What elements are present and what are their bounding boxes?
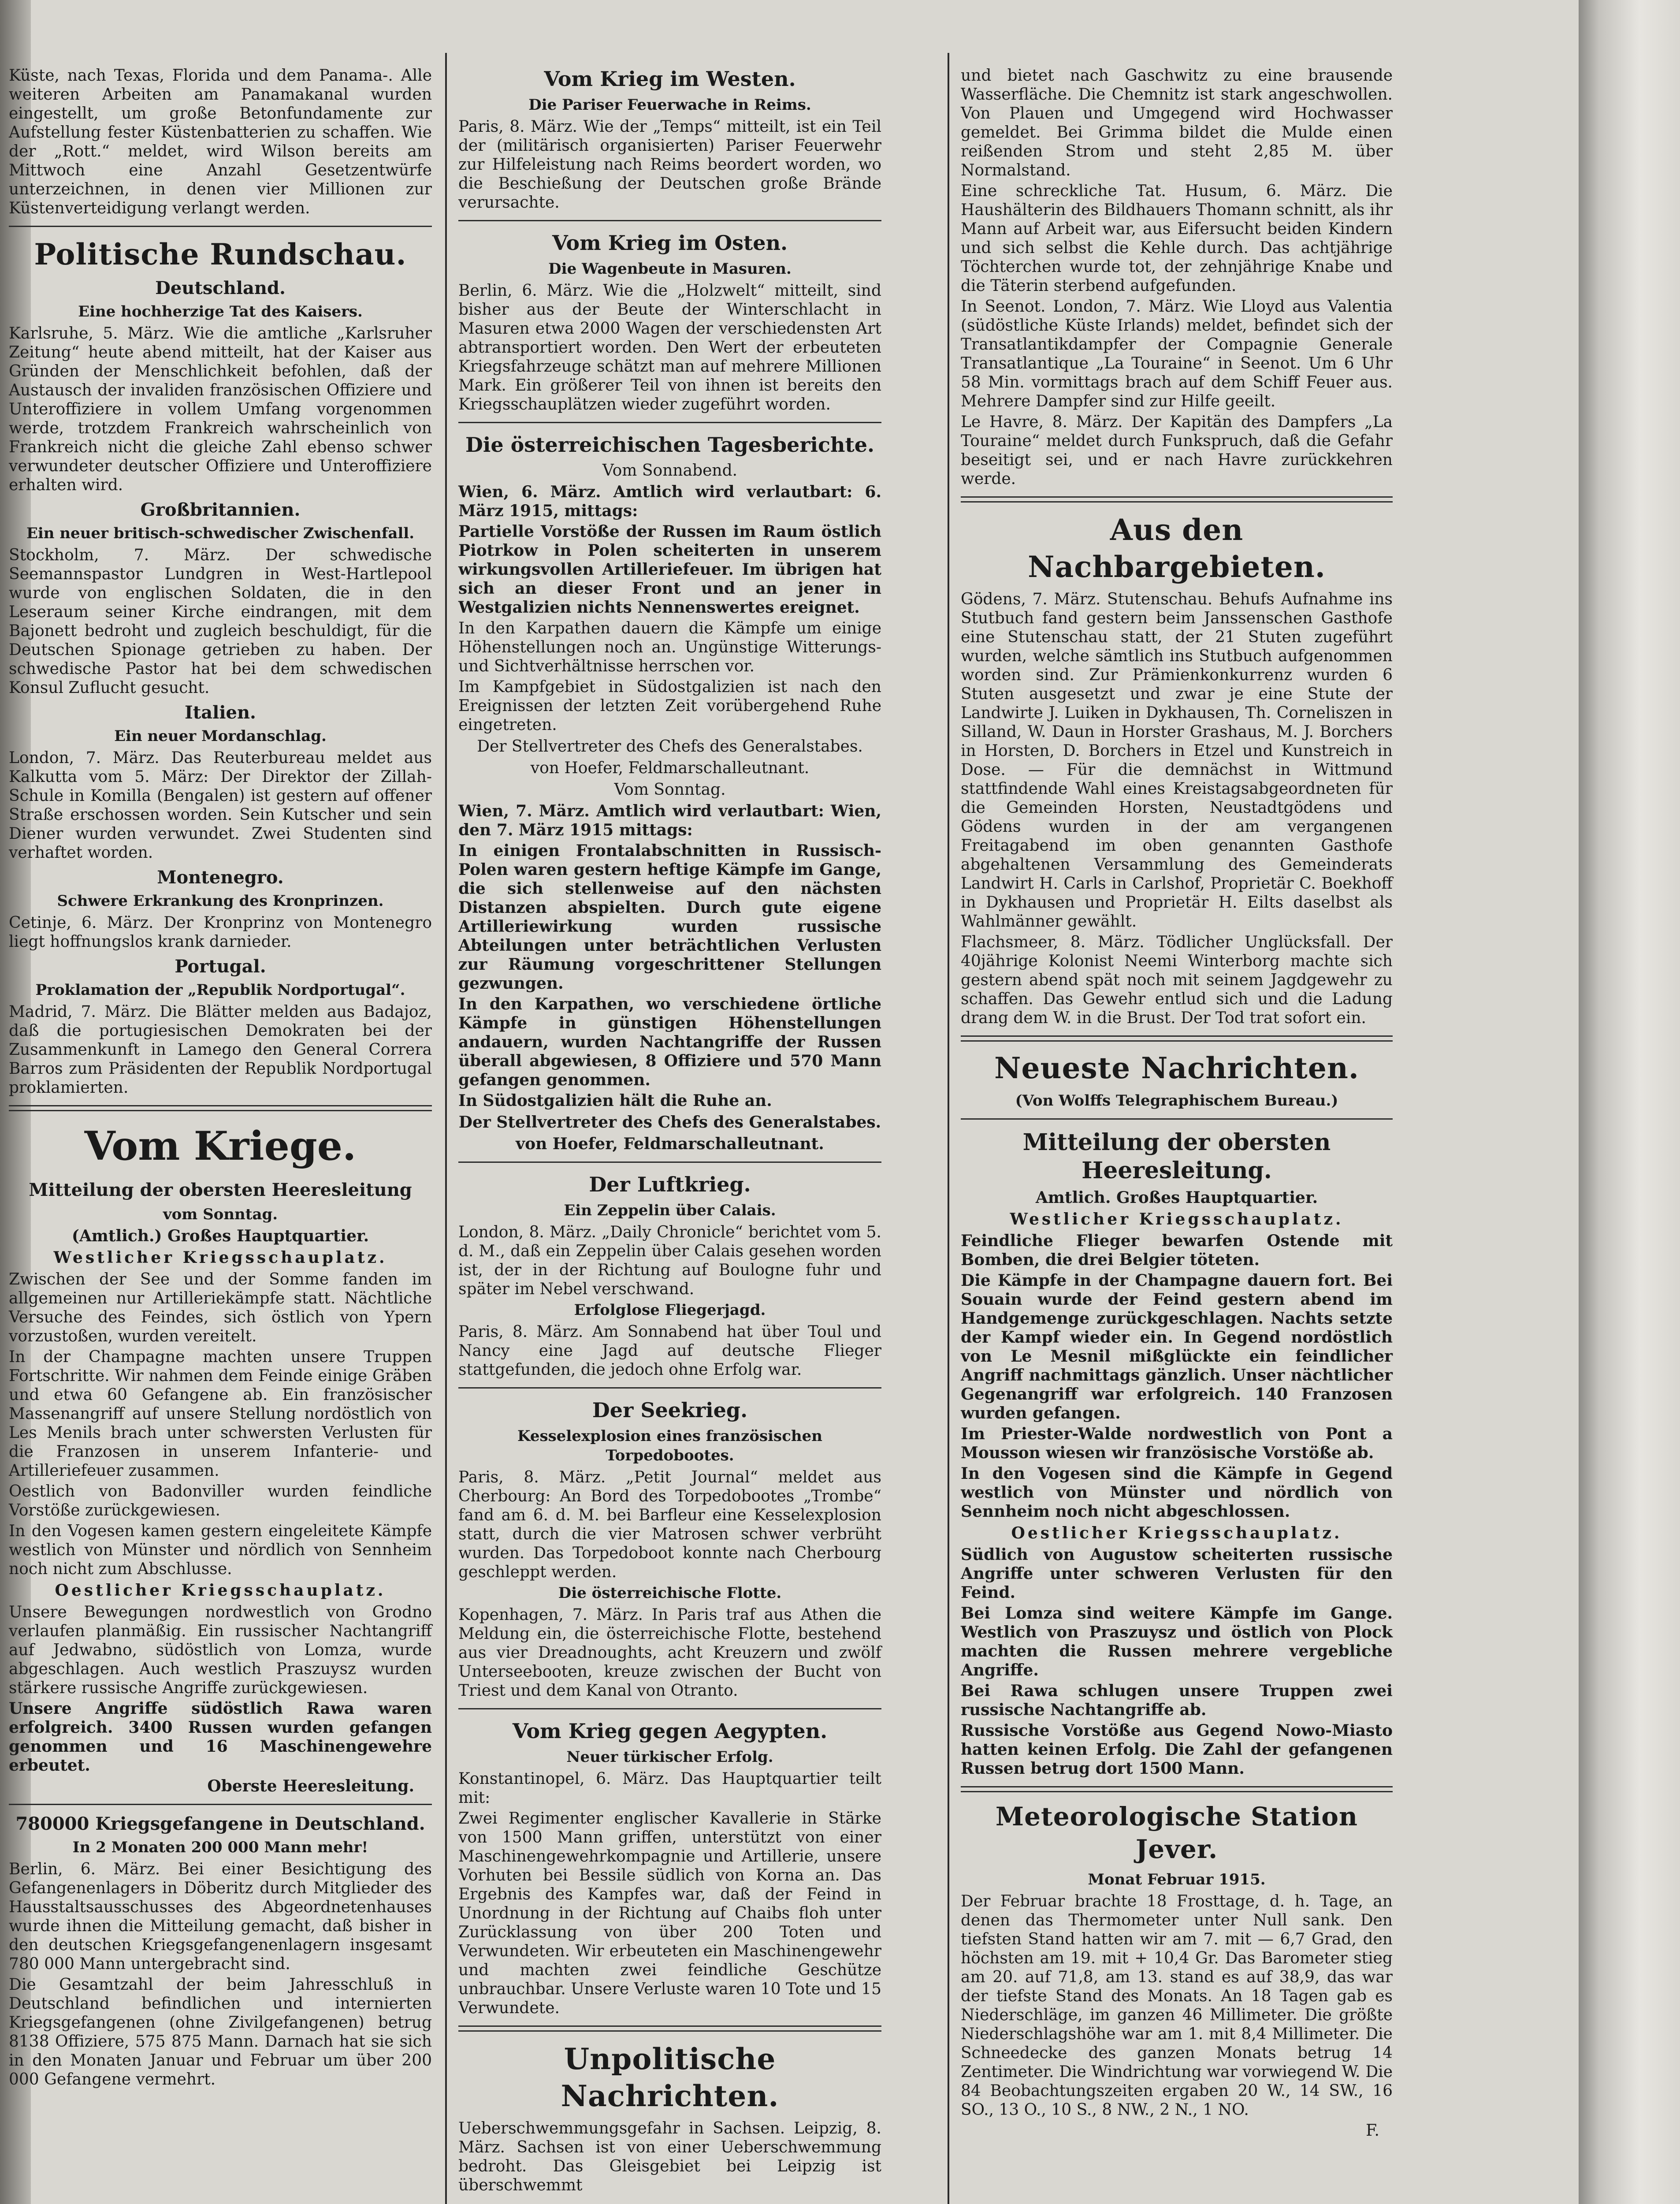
divider (961, 1118, 1393, 1120)
mitteilung-headline: Mitteilung der obersten Heeresleitung (29, 1180, 412, 1200)
meteo-sub: Monat Februar 1915. (1088, 1871, 1266, 1888)
hauptquartier-line: Amtlich. Großes Hauptquartier. (1035, 1188, 1318, 1207)
nachbargebiete-title: Aus den Nachbargebieten. (1028, 513, 1326, 584)
divider (458, 2025, 881, 2032)
section-portugal: Portugal. (175, 956, 266, 977)
mitteilung-sub: vom Sonntag. (163, 1206, 278, 1223)
divider (9, 1804, 432, 1805)
flieger-headline: Erfolglose Fliegerjagd. (574, 1301, 766, 1319)
flachsmeer-text: Flachsmeer, 8. März. Tödlicher Unglücksfall. Der 40jährige Kolonist Neemi Winterborg machte sich gestern abend spät noch mit seinem Jagdgewehr zu schaffen. Das Gewehr entlud sich und die Ladung drang dem W. in die Brust. Der Tod trat sofort ein. (961, 933, 1393, 1027)
gb-text: Stockholm, 7. März. Der schwedische Seemannspastor Lundgren in West-Hartlepool wurde von englischen Soldaten, die in den Leseraum seiner Kirche eindrangen, mit dem Bajonett bedroht und zugleich beschuldigt, für die Deutschen Spionage getrieben zu haben. Der schwedische Pastor hat bei dem schwedischen Konsul Zuflucht gesucht. (9, 546, 432, 697)
divider (961, 1786, 1393, 1792)
italien-headline: Ein neuer Mordanschlag. (114, 727, 327, 745)
west-heading: Westlicher Kriegsschauplatz. (53, 1248, 387, 1267)
west-heading: Westlicher Kriegsschauplatz. (1010, 1210, 1344, 1229)
divider (458, 1387, 881, 1389)
seenot-text: In Seenot. London, 7. März. Wie Lloyd aus Valentia (südöstliche Küste Irlands) meldet, befindet sich der Transatlantikdampfer der Compagnie Generale Transatlantique „La Touraine“ in Seenot. Um 6 Uhr 58 Min. vormittags brach auf dem Schiff Feuer aus. Mehrere Dampfer sind zur Hilfe geeilt. (961, 298, 1393, 410)
goedens-text: Gödens, 7. März. Stutenschau. Behufs Aufnahme ins Stutbuch fand gestern beim Janssenschen Gasthofe eine Stutenschau statt, der 21 Stuten zugeführt wurden, welche sämtlich ins Stutbuch aufgenommen worden sind. Zur Prämienkonkurrenz wurden 6 Stuten ausgesetzt und zwar je eine Stute der Landwirte J. Luiken in Dykhausen, Th. Corneliszen in Silland, W. Daun in Horster Grashaus, M. J. Borchers in Horsten, D. Borchers in Etzel und Kunstreich in Dose. — Für die demnächst in Wittmund stattfindende Wahl eines Kreistagsabgeordneten für die Gemeinden Horsten, Neustadtgödens und Gödens wurden in der am vergangenen Freitagabend im oben genannten Gasthofe abgehaltenen Versammlung des Gemeinderats Landwirt H. Carls in Carlshof, Proprietär C. Boekhoff in Dykhausen und Proprietär H. Eilts daselbst als Wahlmänner gewählt. (961, 590, 1393, 931)
divider (458, 1708, 881, 1709)
portugal-headline: Proklamation der „Republik Nordportugal“. (35, 981, 405, 999)
sonntag-text-2: In einigen Frontalabschnitten in Russisch-Polen waren gestern heftige Kämpfe im Gange, die sich stellenweise auf den nächsten Distanzen abspielten. Durch gute eigene Artilleriewirkung wurden russische Abteilungen unter beträchtlichen Verlusten zur Räumung vorgeschrittener Stellungen gezwungen. (458, 841, 881, 993)
masuren-text: Berlin, 6. März. Wie die „Holzwelt“ mitteilt, sind bisher aus der Beute der Winterschlacht in Masuren etwa 2000 Wagen der verschiedensten Art abtransportiert worden. Den Wert der erbeuteten Kriegsfahrzeuge schätzt man auf mehrere Millionen Mark. Ein größerer Teil von ihnen ist bereits den Kriegsschauplätzen wieder zugeführt worden. (458, 282, 881, 413)
divider (9, 1105, 432, 1111)
schreckliche-tat-text: Eine schreckliche Tat. Husum, 6. März. Die Haushälterin des Bildhauers Thomann schnitt, als ihr Mann auf Arbeit war, aus Eifersucht beiden Kindern und sich selbst die Kehle durch. Das achtjährige Töchterchen wurde tot, der zehnjährige Knabe und die Täterin sterbend aufgefunden. (961, 182, 1393, 295)
ost-text-2: Unsere Angriffe südöstlich Rawa waren erfolgreich. 3400 Russen wurden gefangen genommen und 16 Maschinengewehre erbeutet. (9, 1699, 432, 1775)
section-gb: Großbritannien. (140, 499, 301, 520)
column-1 (9, 66, 432, 2091)
ost-text-3: Bei Rawa schlugen unsere Truppen zwei russische Nachtangriffe ab. (961, 1682, 1393, 1719)
west-text-1: Feindliche Flieger bewarfen Ostende mit Bomben, die drei Belgier töteten. (961, 1232, 1393, 1269)
gefangene-sub: In 2 Monaten 200 000 Mann mehr! (72, 1839, 368, 1856)
luftkrieg-title: Der Luftkrieg. (589, 1173, 751, 1196)
sonnabend-text-3: In den Karpathen dauern die Kämpfe um einige Höhenstellungen noch an. Ungünstige Witterungs- und Sichtverhältnisse herrschen vor. (458, 619, 881, 675)
zeppelin-headline: Ein Zeppelin über Calais. (564, 1202, 776, 1219)
mitteilung-title: Mitteilung der obersten Heeresleitung. (1022, 1129, 1331, 1184)
column-2 (458, 66, 881, 2197)
hauptquartier-line: (Amtlich.) Großes Hauptquartier. (71, 1227, 369, 1245)
divider (9, 226, 432, 227)
aegypten-title: Vom Krieg gegen Aegypten. (512, 1719, 828, 1743)
sonntag-label: Vom Sonntag. (614, 781, 726, 799)
section-italien: Italien. (185, 702, 256, 723)
west-text-3: Oestlich von Badonviller wurden feindliche Vorstöße zurückgewiesen. (9, 1482, 432, 1519)
sonntag-text-4: In Südostgalizien hält die Ruhe an. (458, 1091, 772, 1110)
column-3 (961, 66, 1393, 2140)
book-gutter (1579, 0, 1680, 2204)
tuerk-headline: Neuer türkischer Erfolg. (566, 1748, 773, 1766)
intro-paragraph: Küste, nach Texas, Florida und dem Panama-. Alle weiteren Arbeiten am Panamakanal wurden eingestellt, um große Betonfundamente zur Aufstellung fester Küstenbatterien zu schaffen. Wie der „Rott.“ meldet, wird Wilson bereits am Mittwoch eine Anzahl Gesetzentwürfe unterzeichnen, in denen vier Millionen zur Küstenverteidigung verlangt werden. (9, 67, 432, 217)
hoefer-1: von Hoefer, Feldmarschalleutnant. (530, 759, 810, 777)
section-montenegro: Montenegro. (157, 867, 284, 888)
divider (961, 496, 1393, 503)
west-text-1: Zwischen der See und der Somme fanden im allgemeinen nur Artilleriekämpfe statt. Nächtliche Versuche des Feindes, sich östlich von Ypern vorzustoßen, wurden vereitelt. (9, 1270, 432, 1345)
ost-text-4: Russische Vorstöße aus Gegend Nowo-Miasto hatten keinen Erfolg. Die Zahl der gefangenen Russen betrug dort 1500 Mann. (961, 1721, 1393, 1778)
sonnabend-text-1: Wien, 6. März. Amtlich wird verlautbart: 6. März 1915, mittags: (458, 483, 881, 520)
masuren-headline: Die Wagenbeute in Masuren. (548, 260, 792, 278)
column-divider-2 (948, 53, 949, 2204)
sonntag-text-1: Wien, 7. März. Amtlich wird verlautbart: Wien, den 7. März 1915 mittags: (458, 802, 881, 839)
meteo-signature: F. (1366, 2122, 1379, 2140)
vom-kriege-title: Vom Kriege. (84, 1123, 357, 1169)
divider (458, 422, 881, 423)
westen-title: Vom Krieg im Westen. (544, 67, 796, 91)
stellvertreter-1: Der Stellvertreter des Chefs des Generalstabes. (477, 737, 863, 756)
kaiser-text: Karlsruhe, 5. März. Wie die amtliche „Karlsruher Zeitung“ heute abend mitteilt, hat der Kaiser aus Gründen der Menschlichkeit befohlen, daß der Austausch der invaliden französischen Offiziere und Unteroffiziere in vollem Umfang vorgenommen werde, trotzdem Frankreich wahrscheinlich von Frankreich nicht die gleiche Zahl ebenso schwer verwundeter deutscher Offiziere und Unteroffiziere erhalten wird. (9, 324, 432, 494)
sonnabend-text-2: Partielle Vorstöße der Russen im Raum östlich Piotrkow in Polen scheiterten in unserem wirkungsvollen Artilleriefeuer. Im übrigen hat sich an dieser Front und an jener in Westgalizien nichts Nennenswertes ereignet. (458, 522, 881, 617)
kessel-text: Paris, 8. März. „Petit Journal“ meldet aus Cherbourg: An Bord des Torpedobootes „Trombe“ fand am 6. d. M. bei Barfleur eine Kesselexplosion statt, durch die vier Matrosen schwer verbrüht wurden. Das Torpedoboot konnte nach Cherbourg geschleppt werden. (458, 1468, 881, 1581)
gefangene-headline: 780000 Kriegsgefangene in Deutschland. (15, 1813, 425, 1834)
divider (961, 1035, 1393, 1042)
zeppelin-text: London, 8. März. „Daily Chronicle“ berichtet vom 5. d. M., daß ein Zeppelin über Calais gesehen worden ist, der in der Richtung auf Boulogne fuhr und später im Nebel verschwand. (458, 1223, 881, 1298)
gb-headline: Ein neuer britisch-schwedischer Zwischenfall. (26, 525, 415, 542)
ost-heading: Oestlicher Kriegsschauplatz. (1011, 1524, 1342, 1542)
reims-headline: Die Pariser Feuerwache in Reims. (528, 96, 811, 114)
ost-heading: Oestlicher Kriegsschauplatz. (55, 1581, 386, 1600)
west-text-4: In den Vogesen sind die Kämpfe in Gegend westlich von Münster und nördlich von Sennheim noch nicht abgeschlossen. (961, 1464, 1393, 1521)
ost-text-1: Südlich von Augustow scheiterten russische Angriffe unter schweren Verlusten für den Feind. (961, 1545, 1393, 1602)
montenegro-headline: Schwere Erkrankung des Kronprinzen. (57, 892, 384, 910)
ost-text-2: Bei Lomza sind weitere Kämpfe im Gange. Westlich von Praszuysz und östlich von Plock machten die Russen mehrere vergebliche Angriffe. (961, 1604, 1393, 1679)
neueste-sub: (Von Wolffs Telegraphischem Bureau.) (1015, 1092, 1338, 1109)
west-text-2: Die Kämpfe in der Champagne dauern fort. Bei Souain wurde der Feind gestern abend im Handgemenge zurückgeschlagen. Nachts setzte der Kampf wieder ein. In Gegend nordöstlich von Le Mesnil mißglückte ein feindlicher Angriff nachmittags gänzlich. Unser nächtlicher Gegenangriff war erfolgreich. 140 Franzosen wurden gefangen. (961, 1271, 1393, 1422)
flotte-headline: Die österreichische Flotte. (558, 1584, 782, 1602)
column-divider-1 (445, 53, 447, 2204)
west-text-2: In der Champagne machten unsere Truppen Fortschritte. Wir nahmen dem Feinde einige Gräben und etwa 60 Gefangene ab. Ein französischer Massenangriff auf unsere Stellung nordöstlich von Les Menils brach unter schwersten Verlusten für die Franzosen in unserem Infanterie- und Artilleriefeuer zusammen. (9, 1348, 432, 1480)
hoefer-2: von Hoefer, Feldmarschalleutnant. (516, 1135, 824, 1153)
flieger-text: Paris, 8. März. Am Sonnabend hat über Toul und Nancy eine Jagd auf deutsche Flieger stattgefunden, die jedoch ohne Erfolg war. (458, 1323, 881, 1379)
neueste-title: Neueste Nachrichten. (994, 1051, 1359, 1085)
stellvertreter-2: Der Stellvertreter des Chefs des Generalstabes. (458, 1113, 881, 1132)
meteo-title: Meteorologische Station Jever. (995, 1802, 1358, 1864)
kessel-headline: Kesselexplosion eines französischen Torpedobootes. (517, 1427, 822, 1464)
sonnabend-label: Vom Sonnabend. (602, 462, 738, 480)
tuerk-text-1: Konstantinopel, 6. März. Das Hauptquartier teilt mit: (458, 1770, 881, 1807)
sonntag-text-3: In den Karpathen, wo verschiedene örtliche Kämpfe in günstigen Höhenstellungen andauern, wurden Nachtangriffe der Russen überall abgewiesen, 8 Offiziere und 570 Mann gefangen genommen. (458, 995, 881, 1089)
gefangene-text-1: Berlin, 6. März. Bei einer Besichtigung des Gefangenenlagers in Döberitz durch Mitglieder des Hausstaltsausschusses des Abgeordnetenhauses wurde ihnen die Mitteilung gemacht, daß bisher in den deutschen Kriegsgefangenenlagern insgesamt 780 000 Mann untergebracht sind. (9, 1860, 432, 1973)
rundschau-title: Politische Rundschau. (34, 237, 407, 272)
seekrieg-title: Der Seekrieg. (592, 1398, 748, 1422)
section-deutschland: Deutschland. (155, 278, 286, 298)
italien-text: London, 7. März. Das Reuterbureau meldet aus Kalkutta vom 5. März: Der Direktor der Zillah-Schule in Komilla (Bengalen) ist gestern auf offener Straße erschossen worden. Sein Kutscher und sein Diener wurden verwundet. Zwei Studenten sind verhaftet worden. (9, 749, 432, 862)
unpolitisch-title: Unpolitische Nachrichten. (561, 2042, 779, 2113)
sonnabend-text-4: Im Kampfgebiet in Südostgalizien ist nach den Ereignissen der letzten Zeit vorübergehend Ruhe eingetreten. (458, 678, 881, 734)
reims-text: Paris, 8. März. Wie der „Temps“ mitteilt, ist ein Teil der (militärisch organisierten) Pariser Feuerwehr zur Hilfeleistung nach Reims beordert worden, wo die Beschießung der Deutschen große Brände verursachte. (458, 118, 881, 212)
osten-title: Vom Krieg im Osten. (552, 231, 788, 255)
montenegro-text: Cetinje, 6. März. Der Kronprinz von Montenegro liegt hoffnungslos krank darnieder. (9, 914, 432, 951)
divider (458, 220, 881, 221)
flotte-text: Kopenhagen, 7. März. In Paris traf aus Athen die Meldung ein, die österreichische Flotte, bestehend aus vier Dreadnoughts, acht Kreuzern und zwölf Unterseebooten, kreuze zwischen der Bucht von Triest und dem Kanal von Otranto. (458, 1606, 881, 1700)
ohl-signature: Oberste Heeresleitung. (207, 1777, 414, 1795)
divider (458, 1162, 881, 1163)
havre-text: Le Havre, 8. März. Der Kapitän des Dampfers „La Touraine“ meldet durch Funkspruch, daß die Gefahr beseitigt sei, und er nach Havre zurückkehren werde. (961, 413, 1393, 488)
west-text-4: In den Vogesen kamen gestern eingeleitete Kämpfe westlich von Münster und nördlich von Sennheim noch nicht zum Abschlusse. (9, 1522, 432, 1578)
sachsen-text: Ueberschwemmungsgefahr in Sachsen. Leipzig, 8. März. Sachsen ist von einer Ueberschwemmung bedroht. Das Gleisgebiet bei Leipzig ist überschwemmt (458, 2119, 881, 2194)
gefangene-text-2: Die Gesamtzahl der beim Jahresschluß in Deutschland befindlichen und internierten Kriegsgefangenen (ohne Zivilgefangenen) betrug 8138 Offiziere, 575 875 Mann. Darnach hat sie sich in den Monaten Januar und Februar um über 200 000 Gefangene vermehrt. (9, 1976, 432, 2089)
ost-text-1: Unsere Bewegungen nordwestlich von Grodno verlaufen planmäßig. Ein russischer Nachtangriff auf Jedwabno, südöstlich von Lomza, wurde abgeschlagen. Auch westlich Praszuysz wurden stärkere russische Angriffe zurückgewiesen. (9, 1603, 432, 1697)
kaiser-headline: Eine hochherzige Tat des Kaisers. (78, 303, 363, 320)
portugal-text: Madrid, 7. März. Die Blätter melden aus Badajoz, daß die portugiesischen Demokraten bei der Zusammenkunft in Lamego den General Correra Barros zum Präsidenten der Republik Nordportugal proklamierten. (9, 1003, 432, 1097)
west-text-3: Im Priester-Walde nordwestlich von Pont a Mousson wiesen wir französische Vorstöße ab. (961, 1425, 1393, 1462)
tuerk-text-2: Zwei Regimenter englischer Kavallerie in Stärke von 1500 Mann griffen, unterstützt von einer Maschinengewehrkompagnie und Artillerie, unsere Vorhuten bei Bessile südlich von Korna an. Das Ergebnis des Kampfes war, daß der Feind in Unordnung in der Richtung auf Chaibs floh unter Zurücklassung von über 200 Toten und Verwundeten. Wir erbeuteten ein Maschinengewehr und machten zwei feindliche Geschütze unbrauchbar. Unsere Verluste waren 10 Tote und 15 Verwundete. (458, 1809, 881, 2017)
oesterr-title: Die österreichischen Tagesberichte. (465, 433, 875, 457)
hochwasser-continued: und bietet nach Gaschwitz zu eine brausende Wasserfläche. Die Chemnitz ist stark angeschwollen. Von Plauen und Umgegend wird Hochwasser gemeldet. Bei Grimma bildet die Mulde einen reißenden Strom und steht 2,85 M. über Normalstand. (961, 67, 1393, 179)
meteo-text: Der Februar brachte 18 Frosttage, d. h. Tage, an denen das Thermometer unter Null sank. Den tiefsten Stand hatten wir am 7. mit — 6,7 Grad, den höchsten am 19. mit + 10,4 Gr. Das Barometer stieg am 20. auf 71,8, am 13. stand es auf 38,9, das war der tiefste Stand des Monats. An 18 Tagen gab es Niederschläge, im ganzen 46 Millimeter. Die größte Niederschlagshöhe war am 1. mit 8,4 Millimeter. Die Schneedecke des ganzen Monats betrug 14 Zentimeter. Die Windrichtung war vorwiegend W. Die 84 Beobachtungszeiten ergaben 20 W., 14 SW., 16 SO., 13 O., 10 S., 8 NW., 2 N., 1 NO. (961, 1892, 1393, 2119)
